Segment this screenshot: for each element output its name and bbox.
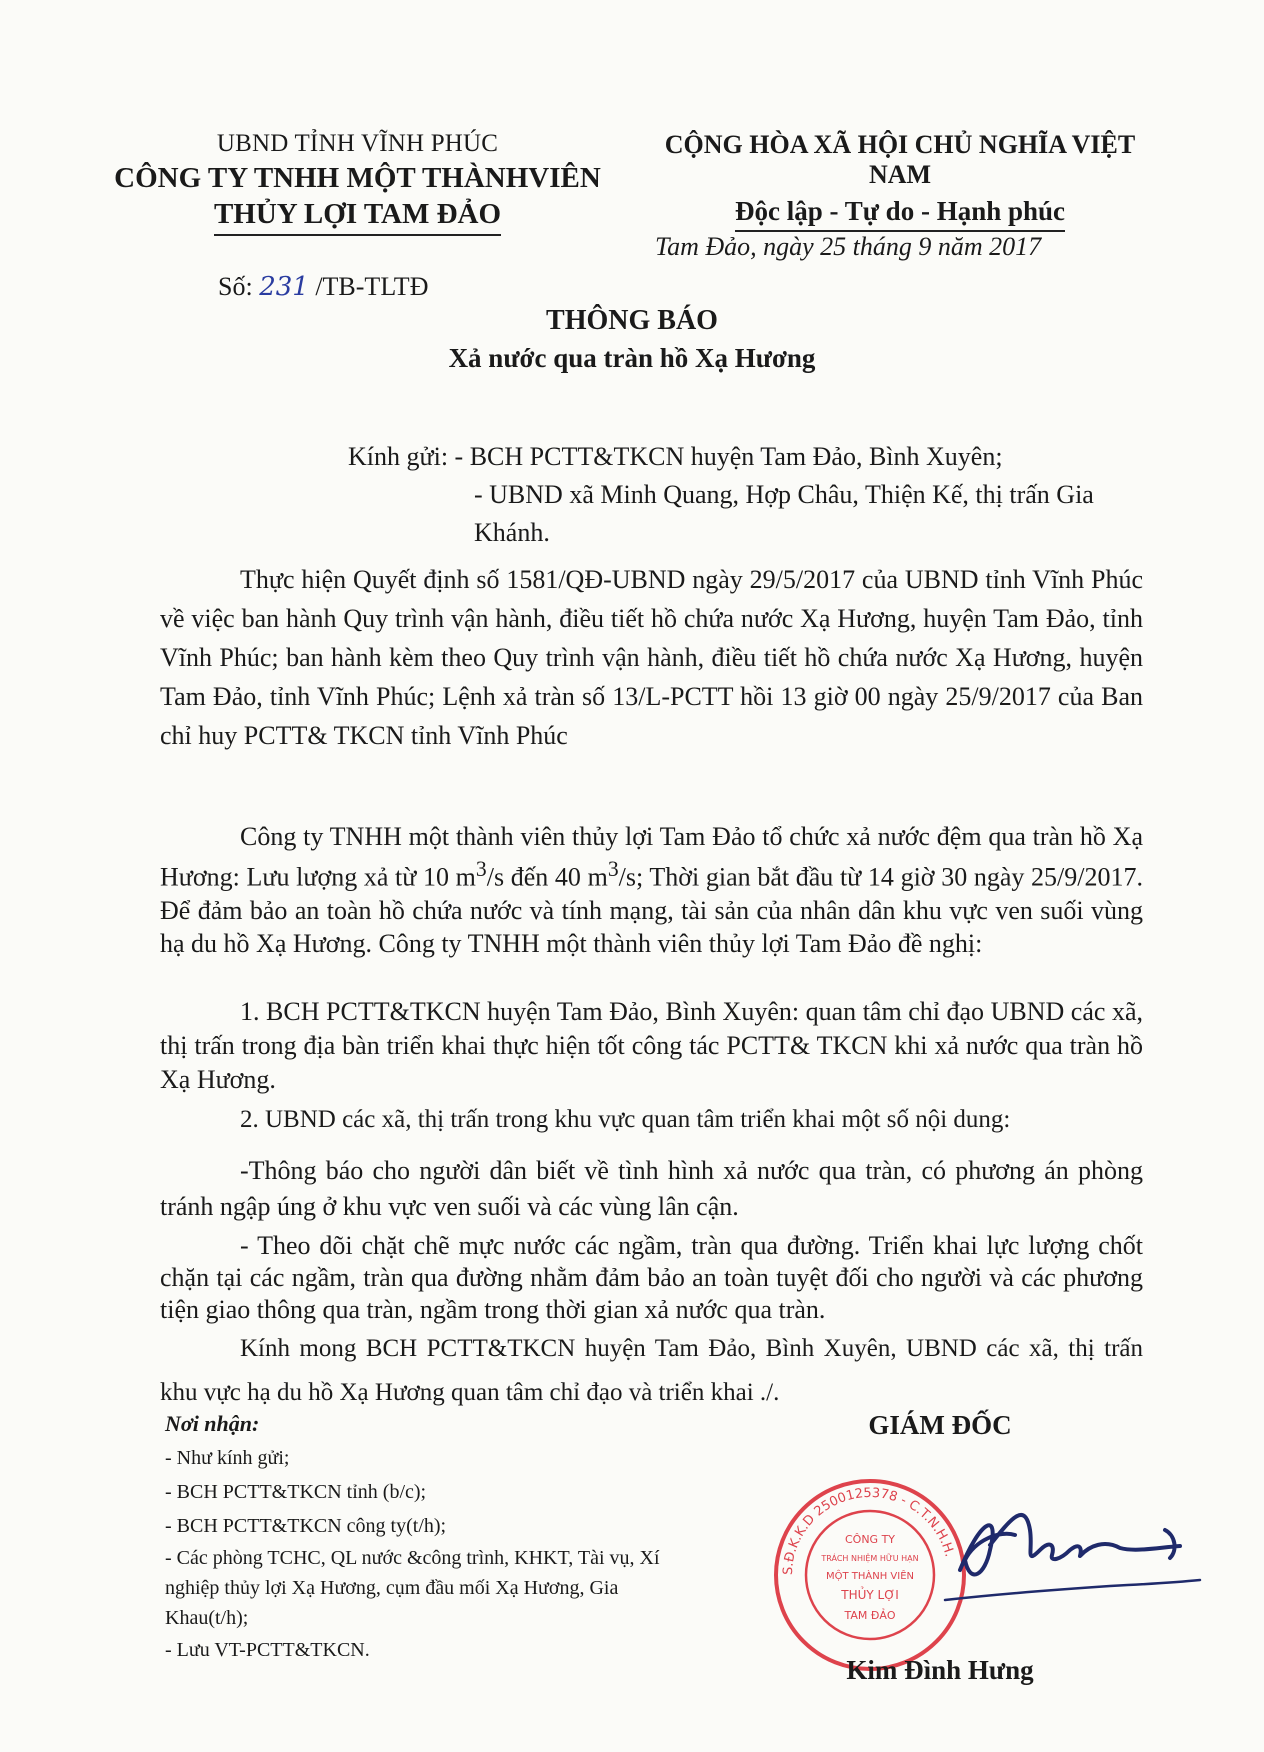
recipient-2: - UBND xã Minh Quang, Hợp Châu, Thiện Kế, thị trấn Gia Khánh. <box>474 480 1094 547</box>
stamp-ring-text: S.Đ.K.K.D 2500125378 - C.T.N.H.H. <box>780 1485 957 1576</box>
body-paragraph-5: -Thông báo cho người dân biết về tình hình xả nước qua tràn, có phương án phòng tránh ngập úng ở khu vực ven suối và các vùng lân cận. <box>160 1156 1143 1221</box>
document-title-block <box>0 305 1264 374</box>
number-value: 231 <box>259 272 309 302</box>
place-date: Tam Đảo, ngày 25 tháng 9 năm 2017 <box>655 232 1042 261</box>
body-paragraph-1: Thực hiện Quyết định số 1581/QĐ-UBND ngày 29/5/2017 của UBND tỉnh Vĩnh Phúc về việc ban hành Quy trình vận hành, điều tiết hồ chứa nước Xạ Hương, huyện Tam Đảo, tỉnh Vĩnh Phúc; ban hành kèm theo Quy trình vận hành, điều tiết hồ chứa nước Xạ Hương, huyện Tam Đảo, tỉnh Vĩnh Phúc; Lệnh xả tràn số 13/L-PCTT hồi 13 giờ 00 ngày 25/9/2017 của Ban chỉ huy PCTT& TKCN tỉnh Vĩnh Phúc <box>160 565 1143 750</box>
signer-name: Kim Đình Hưng <box>846 1655 1034 1685</box>
stamp-line: TRÁCH NHIỆM HỮU HẠN <box>821 1554 919 1563</box>
stamp-line: MỘT THÀNH VIÊN <box>825 1571 915 1582</box>
recipients-line1 <box>348 438 1148 476</box>
document-subtitle: Xả nước qua tràn hồ Xạ Hương <box>448 343 816 373</box>
number-prefix: Số: <box>218 272 253 301</box>
stamp-line: TAM ĐẢO <box>844 1609 896 1622</box>
issuer-company-line2: THỦY LỢI TAM ĐẢO <box>214 198 501 236</box>
handwritten-signature <box>930 1490 1210 1610</box>
stamp-line: CÔNG TY <box>844 1533 896 1546</box>
document-number <box>218 272 428 302</box>
distribution-item: - BCH PCTT&TKCN công ty(t/h); <box>165 1515 447 1537</box>
p2-sup-2: 3 <box>607 857 619 881</box>
body-paragraph-6: - Theo dõi chặt chẽ mực nước các ngầm, tràn qua đường. Triển khai lực lượng chốt chặn tại các ngầm, tràn qua đường nhằm đảm bảo an toàn tuyệt đối cho người và các phương tiện giao thông qua tràn, ngầm trong thời gian xả nước qua tràn. <box>160 1231 1143 1324</box>
issuer-block <box>105 130 610 236</box>
document-title: THÔNG BÁO <box>546 305 718 336</box>
number-suffix: /TB-TLTĐ <box>315 272 429 301</box>
p2-part-c: /s; Thời gian bắt đầu từ 14 giờ 30 ngày 25/9/2017. Để đảm bảo an toàn hồ chứa nước và tính mạng, tài sản của nhân dân khu vực ven suối vùng hạ du hồ Xạ Hương. Công ty TNHH một thành viên thủy lợi Tam Đảo đề nghị: <box>160 862 1143 958</box>
distribution-list <box>165 1407 685 1667</box>
distribution-item: - Các phòng TCHC, QL nước &công trình, KHKT, Tài vụ, Xí nghiệp thủy lợi Xạ Hương, cụm đầu mối Xạ Hương, Gia Khau(t/h); <box>165 1547 660 1629</box>
recipient-1: - BCH PCTT&TKCN huyện Tam Đảo, Bình Xuyên; <box>454 442 1003 471</box>
distribution-item: - Lưu VT-PCTT&TKCN. <box>165 1639 370 1661</box>
distribution-item: - Như kính gửi; <box>165 1447 290 1469</box>
recipients-block <box>348 438 1148 552</box>
national-header <box>640 130 1160 232</box>
nation-name: CỘNG HÒA XÃ HỘI CHỦ NGHĨA VIỆT NAM <box>664 130 1136 189</box>
body-paragraph-4: 2. UBND các xã, thị trấn trong khu vực quan tâm triển khai một số nội dung: <box>240 1106 1011 1133</box>
issuer-company-line1: CÔNG TY TNHH MỘT THÀNHVIÊN <box>114 162 601 194</box>
distribution-title: Nơi nhận: <box>165 1411 260 1436</box>
body-paragraph-2 <box>160 820 1143 960</box>
p2-part-a: Công ty TNHH một thành viên thủy lợi Tam Đảo tổ chức xả nước đệm qua tràn hồ Xạ Hương: Lưu lượng xả từ 10 m <box>160 822 1143 892</box>
p2-part-b: /s đến 40 m <box>486 862 608 892</box>
national-motto: Độc lập - Tự do - Hạnh phúc <box>735 196 1065 232</box>
distribution-item: - BCH PCTT&TKCN tỉnh (b/c); <box>165 1481 427 1503</box>
signer-title: GIÁM ĐỐC <box>868 1410 1012 1440</box>
p2-sup-1: 3 <box>475 857 487 881</box>
body-paragraph-7: Kính mong BCH PCTT&TKCN huyện Tam Đảo, Bình Xuyên, UBND các xã, thị trấn khu vực hạ du hồ Xạ Hương quan tâm chỉ đạo và triển khai ./. <box>160 1335 1143 1406</box>
issuer-authority: UBND TỈNH VĨNH PHÚC <box>216 130 499 157</box>
recipients-label: Kính gửi: <box>348 442 449 471</box>
body-paragraph-3: 1. BCH PCTT&TKCN huyện Tam Đảo, Bình Xuyên: quan tâm chỉ đạo UBND các xã, thị trấn trong địa bàn triển khai thực hiện tốt công tác PCTT& TKCN khi xả nước qua tràn hồ Xạ Hương. <box>160 997 1143 1094</box>
stamp-line: THỦY LỢI <box>841 1588 899 1602</box>
